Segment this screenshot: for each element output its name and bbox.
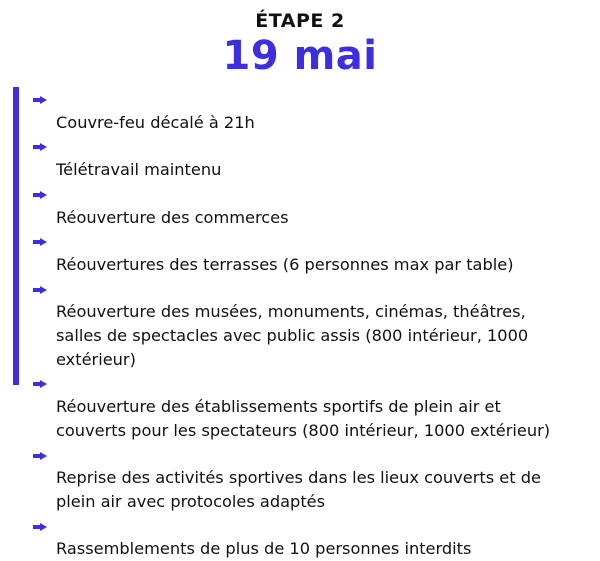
measure-item <box>33 443 593 514</box>
measure-item <box>33 514 593 561</box>
measure-text: Réouverture des commerces <box>56 207 289 227</box>
arrow-right-icon <box>33 523 47 531</box>
measure-item <box>33 87 593 134</box>
measure-text: Réouverture des musées, monuments, cinémas, théâtres, salles de spectacles avec public assis (800 intérieur, 1000 extérieur) <box>56 302 529 369</box>
step-label: ÉTAPE 2 <box>255 10 345 32</box>
measure-item <box>33 134 593 181</box>
measure-item <box>33 182 593 229</box>
measure-text: Couvre-feu décalé à 21h <box>56 112 255 132</box>
arrow-right-icon <box>33 452 47 460</box>
measure-item <box>33 277 593 372</box>
measure-item <box>33 371 593 442</box>
measure-text: Télétravail maintenu <box>56 160 222 180</box>
accent-bar <box>13 87 19 385</box>
measure-item <box>33 229 593 276</box>
arrow-right-icon <box>33 143 47 151</box>
measure-text: Réouverture des établissements sportifs de plein air et couverts pour les spectateurs (800 intérieur, 1000 extérieur) <box>56 397 551 440</box>
measure-text: Réouvertures des terrasses (6 personnes max par table) <box>56 254 514 274</box>
arrow-right-icon <box>33 96 47 104</box>
arrow-right-icon <box>33 238 47 246</box>
measures-list <box>33 87 593 561</box>
date-title: 19 mai <box>222 33 378 79</box>
measure-text: Rassemblements de plus de 10 personnes interdits <box>56 539 472 559</box>
arrow-right-icon <box>33 191 47 199</box>
measure-text: Reprise des activités sportives dans les lieux couverts et de plein air avec protocoles adaptés <box>56 468 541 511</box>
arrow-right-icon <box>33 380 47 388</box>
arrow-right-icon <box>33 286 47 294</box>
